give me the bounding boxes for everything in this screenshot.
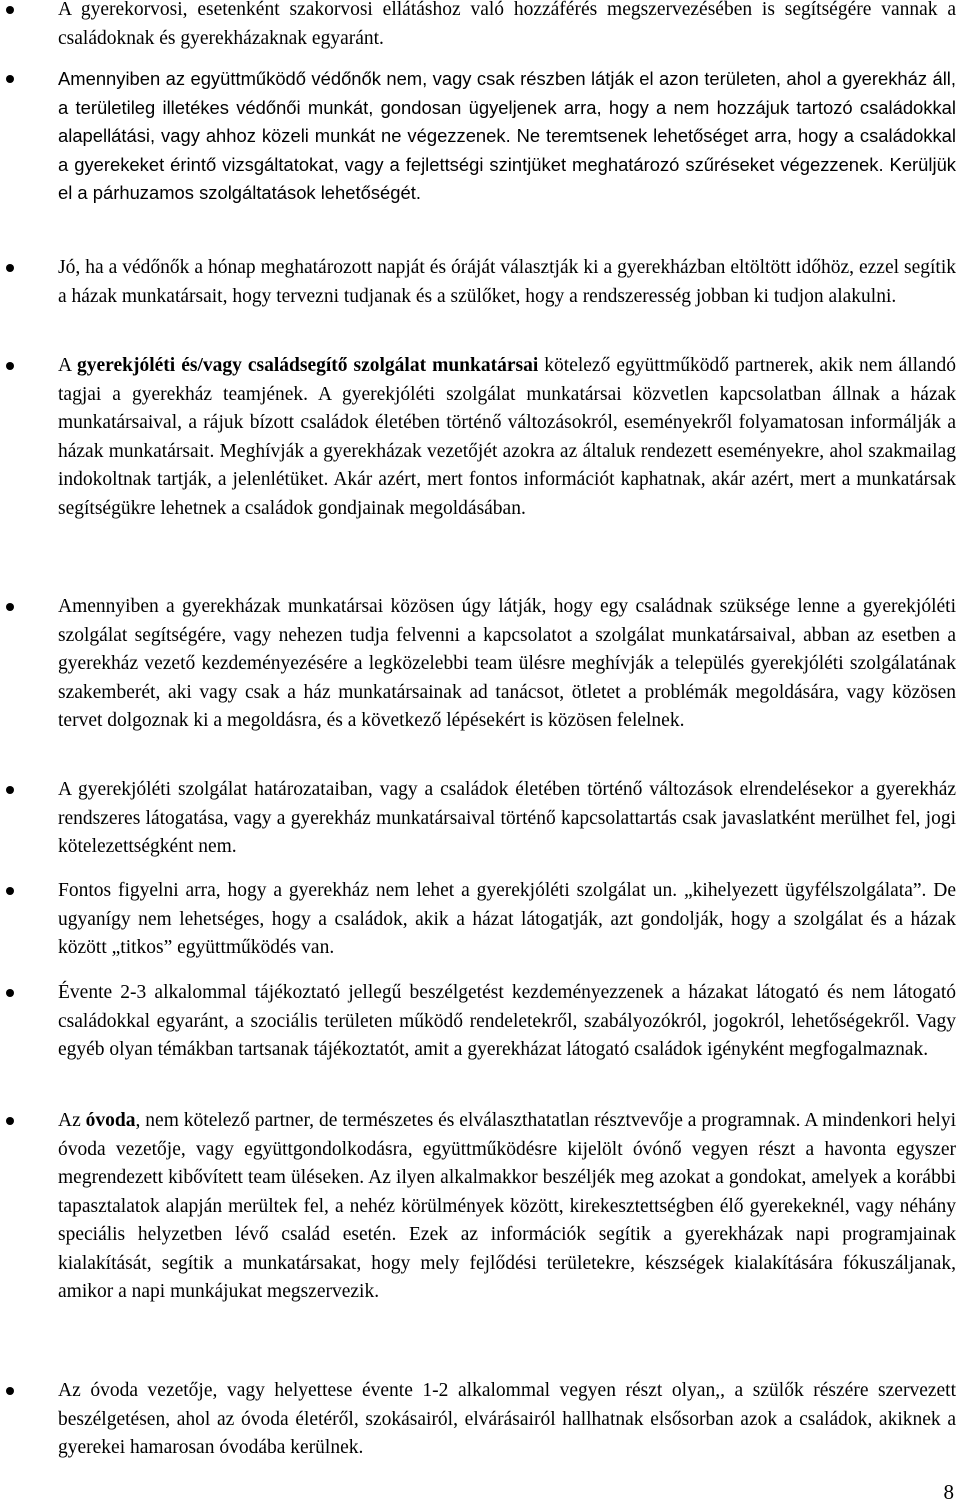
paragraph-text [58,1107,956,1307]
paragraph-prefix: A [58,355,78,376]
bullet-icon [6,887,14,895]
list-item [0,0,960,53]
bold-term: óvoda [85,1110,136,1131]
list-item [0,352,960,523]
bullet-icon [6,786,14,794]
bullet-icon [6,1387,14,1395]
list-item [0,877,960,963]
paragraph-text: Amennyiben a gyerekházak munkatársai közösen úgy látják, hogy egy családnak szüksége lenne a gyerekjóléti szolgálat segítségére, vagy nehezen tudja felvenni a kapcsolatot a szolgálat munkatársaival, abban az esetben a gyerekház vezető kezdeményezésére a legközelebbi team ülésre meghívják a település gyerekjóléti szolgálatának szakemberét, aki vagy csak a ház munkatársainak ad tanácsot, ötletet a problémák megoldására, vagy közösen tervet dolgoznak ki a megoldásra, és a következő lépésekért is közösen felelnek. [58,596,956,731]
bullet-icon [6,362,14,370]
list-item [0,593,960,736]
page-number: 8 [943,1480,954,1504]
bullet-icon [6,264,14,272]
paragraph-text: Fontos figyelni arra, hogy a gyerekház nem lehet a gyerekjóléti szolgálat un. „kihelyezett ügyfélszolgálata”. De ugyanígy nem lehetséges, hogy a családok, akik a házat látogatják, azt gondolják, hogy a szolgálat és a házak között „titkos” együttműködés van. [58,880,956,958]
paragraph-text: Évente 2-3 alkalommal tájékoztató jellegű beszélgetést kezdeményezzenek a házakat látogató és nem látogató családokkal egyaránt, a szociális területen működő rendeletekről, szabályozókról, jogokról, lehetőségekről. Vagy egyéb olyan témákban tartsanak tájékoztatót, amit a gyerekházat látogató családok igényként megfogalmaznak. [58,982,956,1060]
paragraph-text: A gyerekorvosi, esetenként szakorvosi ellátáshoz való hozzáférés megszervezésében is segítségére vannak a családoknak és gyerekházaknak egyaránt. [58,0,956,49]
list-item [0,1107,960,1307]
paragraph-text: Az óvoda vezetője, vagy helyettese évente 1-2 alkalommal vegyen részt olyan,, a szülők részére szervezett beszélgetésen, ahol az óvoda életéről, szokásairól, elvárásairól hallhatnak elsősorban azok a családok, akiknek a gyerekei hamarosan óvodába kerülnek. [58,1380,956,1458]
bullet-icon [6,6,14,14]
bullet-icon [6,603,14,611]
bullet-icon [6,75,14,83]
bold-term: gyerekjóléti és/vagy családsegítő szolgálat munkatársai [77,355,539,376]
list-item [0,65,960,208]
bullet-icon [6,989,14,997]
list-item [0,776,960,862]
paragraph-prefix: Az [58,1110,86,1131]
paragraph-text: Jó, ha a védőnők a hónap meghatározott napját és óráját választják ki a gyerekházban eltöltött időhöz, ezzel segítik a házak munkatársait, hogy tervezni tudjanak és a szülőket, hogy a rendszeresség jobban ki tudjon alakulni. [58,257,956,307]
paragraph-text [58,352,956,523]
paragraph-rest: kötelező együttműködő partnerek, akik nem állandó tagjai a gyerekház teamjének. A gyerekjóléti szolgálat munkatársai közvetlen kapcsolatban állnak a házak munkatársaival, a rájuk bízott családok életében történő változásokról, eseményekről folyamatosan informálják a házak munkatársait. Meghívják a gyerekházak vezetőjét azokra az általuk rendezett eseményekre, ahol szakmailag indokoltnak tartják, a jelenlétüket. Akár azért, mert fontos információt kaphatnak, akár azért, mert a munkatársak segítségükre lehetnek a családok gondjainak megoldásában. [58,355,957,519]
paragraph-rest: , nem kötelező partner, de természetes és elválaszthatatlan résztvevője a programnak. A mindenkori helyi óvoda vezetője, vagy együttgondolkodásra, együttműködésre kijelölt óvónő vegyen részt a havonta egyszer megrendezett kibővített team üléseken. Az ilyen alkalmakkor beszéljék meg azokat a gondokat, amelyek a korábbi tapasztalatok alapján merültek fel, a nehéz körülmények között, kirekesztettségben élő gyerekeknél, vagy néhány speciális helyzetben lévő család esetén. Ezek az információk segítik a gyerekházak napi programjainak kialakítását, segítik a munkatársakat, hogy mely fejlődési területekre, készségek kialakítására fókuszáljanak, amikor a napi munkájukat megszervezik. [58,1110,956,1302]
list-item [0,254,960,311]
paragraph-text: Amennyiben az együttműködő védőnők nem, vagy csak részben látják el azon területen, ahol a gyerekház áll, a területileg illetékes védőnői munkát, gondosan ügyeljenek arra, hogy a nem hozzájuk tartozó családokkal alapellátási, vagy ahhoz közeli munkát ne végezzenek. Ne teremtsenek lehetőséget arra, hogy a családokkal a gyerekeket érintő vizsgáltatokat, vagy a fejlettségi szintjüket meghatározó szűréseket végezzenek. Kerüljük el a párhuzamos szolgáltatások lehetőségét. [58,68,956,203]
list-item [0,979,960,1065]
list-item [0,1377,960,1463]
paragraph-text: A gyerekjóléti szolgálat határozataiban, vagy a családok életében történő változások elrendelésekor a gyerekház rendszeres látogatása, vagy a gyerekház munkatársaival történő kapcsolattartás csak javaslatként merülhet fel, jogi kötelezettségként nem. [58,779,956,857]
bullet-icon [6,1117,14,1125]
